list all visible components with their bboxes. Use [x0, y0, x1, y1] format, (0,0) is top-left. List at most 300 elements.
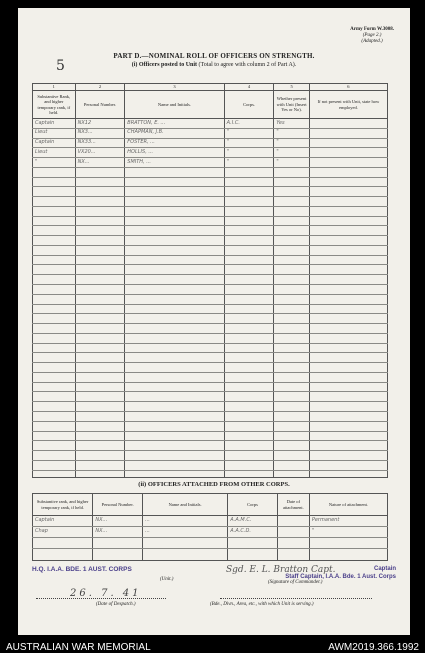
- commander-signature: Sgd. E. L. Bratton Capt.: [226, 565, 336, 575]
- table-row: [33, 148, 388, 158]
- table-cell: [274, 353, 310, 363]
- section2-title: (ii) OFFICERS ATTACHED FROM OTHER CORPS.: [138, 481, 290, 488]
- table-cell: [125, 324, 224, 334]
- table-cell: A.I.C.: [224, 119, 274, 129]
- table-cell: ": [274, 138, 310, 148]
- table-cell: [309, 275, 387, 285]
- table-cell: [224, 275, 274, 285]
- table-cell: [75, 187, 125, 197]
- table-row: [33, 527, 388, 538]
- table-cell: Lieut: [33, 128, 76, 138]
- table1-body: [33, 119, 388, 478]
- table-cell: [75, 324, 125, 334]
- table-cell: [309, 324, 387, 334]
- table-cell: [224, 421, 274, 431]
- header-row: [33, 91, 388, 119]
- table-cell: [309, 372, 387, 382]
- column-number: 2: [75, 84, 125, 91]
- table-cell: ": [33, 158, 76, 168]
- table-cell: [75, 402, 125, 412]
- commander-label: (Signature of Commander.): [268, 580, 323, 585]
- table-cell: [309, 167, 387, 177]
- table-cell: [125, 226, 224, 236]
- table-cell: [125, 431, 224, 441]
- table-cell: [125, 382, 224, 392]
- table-cell: [309, 187, 387, 197]
- table-cell: [33, 206, 76, 216]
- table-cell: [33, 411, 76, 421]
- table-cell: ...: [143, 516, 228, 527]
- table-cell: [224, 333, 274, 343]
- table-cell: [125, 177, 224, 187]
- table-cell: [125, 333, 224, 343]
- table-cell: [224, 294, 274, 304]
- table-cell: [93, 538, 143, 549]
- table-cell: [125, 216, 224, 226]
- table-row: [33, 245, 388, 255]
- bde-line: [220, 598, 372, 599]
- table-cell: [125, 343, 224, 353]
- table-cell: [33, 245, 76, 255]
- table-cell: [309, 470, 387, 477]
- table-cell: [125, 236, 224, 246]
- table-cell: [33, 460, 76, 470]
- table-row: [33, 236, 388, 246]
- table-cell: Captain: [33, 138, 76, 148]
- table-cell: [274, 285, 310, 295]
- table-cell: [309, 382, 387, 392]
- form-page: (Page 2.): [362, 33, 382, 38]
- table-cell: [309, 255, 387, 265]
- table-cell: ": [309, 527, 387, 538]
- table2-body: [33, 516, 388, 561]
- table-cell: [309, 236, 387, 246]
- table-cell: [125, 255, 224, 265]
- table-row: [33, 411, 388, 421]
- table-cell: [125, 197, 224, 207]
- table-cell: [274, 372, 310, 382]
- table-cell: Chap: [33, 527, 93, 538]
- table-cell: [309, 128, 387, 138]
- table-cell: [75, 265, 125, 275]
- table-cell: [224, 236, 274, 246]
- table-cell: [309, 402, 387, 412]
- table-row: [33, 226, 388, 236]
- table-cell: [224, 304, 274, 314]
- table-cell: [224, 197, 274, 207]
- table-cell: [125, 206, 224, 216]
- table-cell: [309, 158, 387, 168]
- header-personal-number: Personal Number.: [93, 494, 143, 516]
- table-cell: [75, 431, 125, 441]
- table-cell: Captain: [33, 119, 76, 129]
- table-cell: [309, 265, 387, 275]
- section2-header-row: [33, 494, 388, 516]
- table-cell: [75, 441, 125, 451]
- table-row: [33, 265, 388, 275]
- table-cell: [125, 470, 224, 477]
- table-cell: [274, 333, 310, 343]
- table-cell: [274, 167, 310, 177]
- table-cell: FOSTER, ...: [125, 138, 224, 148]
- table-cell: [125, 451, 224, 461]
- column-number: 6: [309, 84, 387, 91]
- table-cell: [224, 431, 274, 441]
- table-cell: [277, 527, 309, 538]
- table-cell: [33, 451, 76, 461]
- table-cell: [274, 411, 310, 421]
- table-cell: [309, 304, 387, 314]
- table-cell: [75, 167, 125, 177]
- table-cell: [274, 265, 310, 275]
- table-row: [33, 516, 388, 527]
- table-row: [33, 177, 388, 187]
- table-cell: Yes: [274, 119, 310, 129]
- table-cell: [224, 255, 274, 265]
- table-cell: [309, 285, 387, 295]
- table-row: [33, 431, 388, 441]
- table-cell: ": [274, 148, 310, 158]
- table-row: [33, 187, 388, 197]
- table-cell: A.A.C.D.: [228, 527, 278, 538]
- table-cell: [33, 402, 76, 412]
- table-cell: [224, 285, 274, 295]
- table-cell: A.A.M.C.: [228, 516, 278, 527]
- table-cell: [309, 460, 387, 470]
- table-cell: [274, 421, 310, 431]
- table-cell: [309, 333, 387, 343]
- table-cell: [224, 187, 274, 197]
- header-employment: If not present with Unit, state how employed.: [309, 91, 387, 119]
- subtitle-bold: (i) Officers posted to Unit: [131, 62, 198, 68]
- table-cell: [125, 402, 224, 412]
- unit-label: (Unit.): [160, 577, 174, 582]
- table-cell: [274, 441, 310, 451]
- table-row: [33, 197, 388, 207]
- table-cell: [274, 226, 310, 236]
- table-cell: [75, 363, 125, 373]
- column-number: 4: [224, 84, 274, 91]
- table-cell: [309, 411, 387, 421]
- table-cell: [309, 119, 387, 129]
- table-cell: [309, 441, 387, 451]
- table-cell: [75, 382, 125, 392]
- table-cell: [75, 372, 125, 382]
- table-cell: [274, 216, 310, 226]
- table-cell: [309, 343, 387, 353]
- table-cell: [75, 470, 125, 477]
- table-cell: [274, 177, 310, 187]
- table-cell: [224, 363, 274, 373]
- table-cell: [75, 392, 125, 402]
- header-personal-number: Personal Number.: [75, 91, 125, 119]
- table-cell: [125, 304, 224, 314]
- table-cell: [33, 421, 76, 431]
- table-row: [33, 285, 388, 295]
- header-date-attachment: Date of attachment.: [277, 494, 309, 516]
- table-cell: BRATTON, E. ...: [125, 119, 224, 129]
- table-cell: [309, 431, 387, 441]
- table-cell: [33, 353, 76, 363]
- table-cell: ": [224, 128, 274, 138]
- table-cell: [125, 460, 224, 470]
- table-row: [33, 314, 388, 324]
- table-row: [33, 392, 388, 402]
- table-cell: [309, 216, 387, 226]
- table-row: [33, 138, 388, 148]
- table-cell: Lieut: [33, 148, 76, 158]
- table-cell: [75, 451, 125, 461]
- table-cell: [309, 549, 387, 561]
- table-cell: [224, 460, 274, 470]
- table-cell: [33, 470, 76, 477]
- table-cell: NX33...: [75, 138, 125, 148]
- despatch-date: 26. 7. 41: [70, 588, 142, 599]
- table-cell: [75, 353, 125, 363]
- table-cell: [274, 451, 310, 461]
- table-cell: [274, 197, 310, 207]
- table-cell: [224, 245, 274, 255]
- table-cell: [309, 177, 387, 187]
- table-cell: [309, 353, 387, 363]
- table-cell: [33, 216, 76, 226]
- table-cell: [309, 294, 387, 304]
- table-cell: SMITH, ...: [125, 158, 224, 168]
- hand-mark: 5: [56, 58, 65, 74]
- table-cell: [224, 167, 274, 177]
- table-cell: [274, 470, 310, 477]
- table-cell: [143, 549, 228, 561]
- table-cell: [309, 421, 387, 431]
- table-row: [33, 275, 388, 285]
- table-cell: ": [224, 138, 274, 148]
- table-cell: [274, 206, 310, 216]
- column-number: 1: [33, 84, 76, 91]
- table-cell: [125, 392, 224, 402]
- commander-stamp: [234, 565, 396, 581]
- table-cell: [224, 177, 274, 187]
- table-cell: [274, 324, 310, 334]
- table-cell: [75, 314, 125, 324]
- table-row: [33, 324, 388, 334]
- table-cell: [224, 382, 274, 392]
- table-cell: [75, 275, 125, 285]
- table-cell: [309, 451, 387, 461]
- table-cell: [33, 265, 76, 275]
- part-d-subtitle: [18, 62, 410, 68]
- table-cell: [33, 314, 76, 324]
- table-cell: [224, 206, 274, 216]
- table-row: [33, 304, 388, 314]
- table-cell: [33, 226, 76, 236]
- document-page: [18, 8, 410, 635]
- table-cell: [309, 314, 387, 324]
- table-cell: [75, 197, 125, 207]
- table-cell: [309, 206, 387, 216]
- table-cell: [33, 392, 76, 402]
- table-cell: [75, 236, 125, 246]
- table-cell: [224, 392, 274, 402]
- column-number: 5: [274, 84, 310, 91]
- table-row: [33, 216, 388, 226]
- table-cell: [274, 294, 310, 304]
- table-cell: [274, 245, 310, 255]
- table-cell: [274, 363, 310, 373]
- bde-label: (Bde., Divn., Area, etc., with which Unit is serving.): [210, 602, 314, 607]
- header-rank: Substantive Rank, and higher temporary rank, if held.: [33, 91, 76, 119]
- header-nature-attachment: Nature of attachment.: [309, 494, 387, 516]
- column-number-row: [33, 84, 388, 91]
- table-cell: [33, 285, 76, 295]
- column-number: 3: [125, 84, 224, 91]
- table-cell: ": [274, 128, 310, 138]
- table-cell: ...: [143, 527, 228, 538]
- table-cell: [33, 343, 76, 353]
- table-cell: [93, 549, 143, 561]
- table-cell: [277, 516, 309, 527]
- table-cell: [224, 372, 274, 382]
- header-rank: Substantive rank, and higher temporary rank, if held.: [33, 494, 93, 516]
- table-cell: [224, 402, 274, 412]
- table-cell: [224, 314, 274, 324]
- table-cell: [277, 549, 309, 561]
- commander-stamp-line1: Captain: [374, 566, 397, 572]
- table-cell: [33, 197, 76, 207]
- table-row: [33, 343, 388, 353]
- table-cell: [309, 226, 387, 236]
- table-cell: [125, 353, 224, 363]
- table-cell: [309, 363, 387, 373]
- table-cell: [33, 324, 76, 334]
- header-present: Whether present with Unit (Insert Yes or No).: [274, 91, 310, 119]
- table-row: [33, 441, 388, 451]
- table-cell: [33, 177, 76, 187]
- table-cell: [75, 460, 125, 470]
- table-cell: VX20...: [75, 148, 125, 158]
- table-cell: [224, 265, 274, 275]
- table-cell: [33, 255, 76, 265]
- table-cell: NX12: [75, 119, 125, 129]
- table-cell: [125, 441, 224, 451]
- caption-right: AWM2019.366.1992: [328, 642, 419, 653]
- table-cell: [274, 402, 310, 412]
- table-cell: [224, 441, 274, 451]
- table-cell: [274, 255, 310, 265]
- table-cell: [75, 343, 125, 353]
- table-cell: [125, 275, 224, 285]
- table-cell: [224, 324, 274, 334]
- table-cell: [33, 372, 76, 382]
- table-cell: NX...: [93, 516, 143, 527]
- table-row: [33, 128, 388, 138]
- table-row: [33, 421, 388, 431]
- unit-stamp: H.Q. I.A.A. BDE. 1 AUST. CORPS: [32, 566, 132, 573]
- table-footer-row: [33, 470, 388, 477]
- form-number: Army Form W.3008.: [350, 27, 394, 32]
- table-cell: [125, 421, 224, 431]
- table-cell: [143, 538, 228, 549]
- table-cell: [125, 285, 224, 295]
- table-cell: [75, 245, 125, 255]
- table-cell: [33, 382, 76, 392]
- table-cell: [33, 333, 76, 343]
- table-row: [33, 353, 388, 363]
- table-row: [33, 372, 388, 382]
- table-cell: [33, 304, 76, 314]
- form-reference: [350, 27, 394, 45]
- table-cell: [75, 411, 125, 421]
- table-cell: [274, 314, 310, 324]
- table-cell: [33, 294, 76, 304]
- officers-posted-table: [32, 83, 388, 478]
- table-cell: [274, 304, 310, 314]
- header-corps: Corps: [228, 494, 278, 516]
- table-cell: [228, 549, 278, 561]
- table-cell: [33, 167, 76, 177]
- header-name: Name and Initials.: [125, 91, 224, 119]
- table-cell: [75, 333, 125, 343]
- table-cell: [33, 363, 76, 373]
- table-cell: [33, 187, 76, 197]
- table-cell: [125, 265, 224, 275]
- table-cell: ": [224, 148, 274, 158]
- date-label: (Date of Despatch.): [96, 602, 136, 607]
- table-cell: Permanent: [309, 516, 387, 527]
- table-cell: HOLLIS, ...: [125, 148, 224, 158]
- table-cell: [125, 245, 224, 255]
- table-cell: NX...: [93, 527, 143, 538]
- part-d-title: PART D.—NOMINAL ROLL OF OFFICERS ON STRENGTH.: [113, 52, 315, 60]
- table-cell: [224, 353, 274, 363]
- table-cell: [277, 538, 309, 549]
- table-cell: [75, 206, 125, 216]
- table-cell: [33, 431, 76, 441]
- table-cell: [274, 187, 310, 197]
- caption-left: AUSTRALIAN WAR MEMORIAL: [6, 642, 151, 653]
- table-cell: [309, 538, 387, 549]
- table-cell: [75, 421, 125, 431]
- table-cell: Captain: [33, 516, 93, 527]
- table-cell: [274, 460, 310, 470]
- table-cell: [309, 392, 387, 402]
- table-cell: [125, 187, 224, 197]
- table-cell: [75, 177, 125, 187]
- subtitle-rest: (Total to agree with column 2 of Part A).: [197, 62, 297, 68]
- table-cell: [224, 470, 274, 477]
- table-row: [33, 255, 388, 265]
- table-row: [33, 460, 388, 470]
- table-row: [33, 451, 388, 461]
- table-cell: [125, 411, 224, 421]
- table-cell: [125, 314, 224, 324]
- table-row: [33, 119, 388, 129]
- table-cell: CHAPMAN, J.B.: [125, 128, 224, 138]
- header-name: Name and Initials.: [143, 494, 228, 516]
- table-cell: [274, 431, 310, 441]
- table-row: [33, 158, 388, 168]
- table-row: [33, 167, 388, 177]
- table-cell: [224, 451, 274, 461]
- table-cell: NX3...: [75, 128, 125, 138]
- table-cell: [75, 226, 125, 236]
- table-cell: [224, 343, 274, 353]
- table-cell: [309, 197, 387, 207]
- table-cell: [125, 363, 224, 373]
- table-row: [33, 206, 388, 216]
- table-cell: [309, 245, 387, 255]
- table-row: [33, 402, 388, 412]
- commander-stamp-line2: Staff Captain, I.A.A. Bde. 1 Aust. Corps: [285, 574, 397, 580]
